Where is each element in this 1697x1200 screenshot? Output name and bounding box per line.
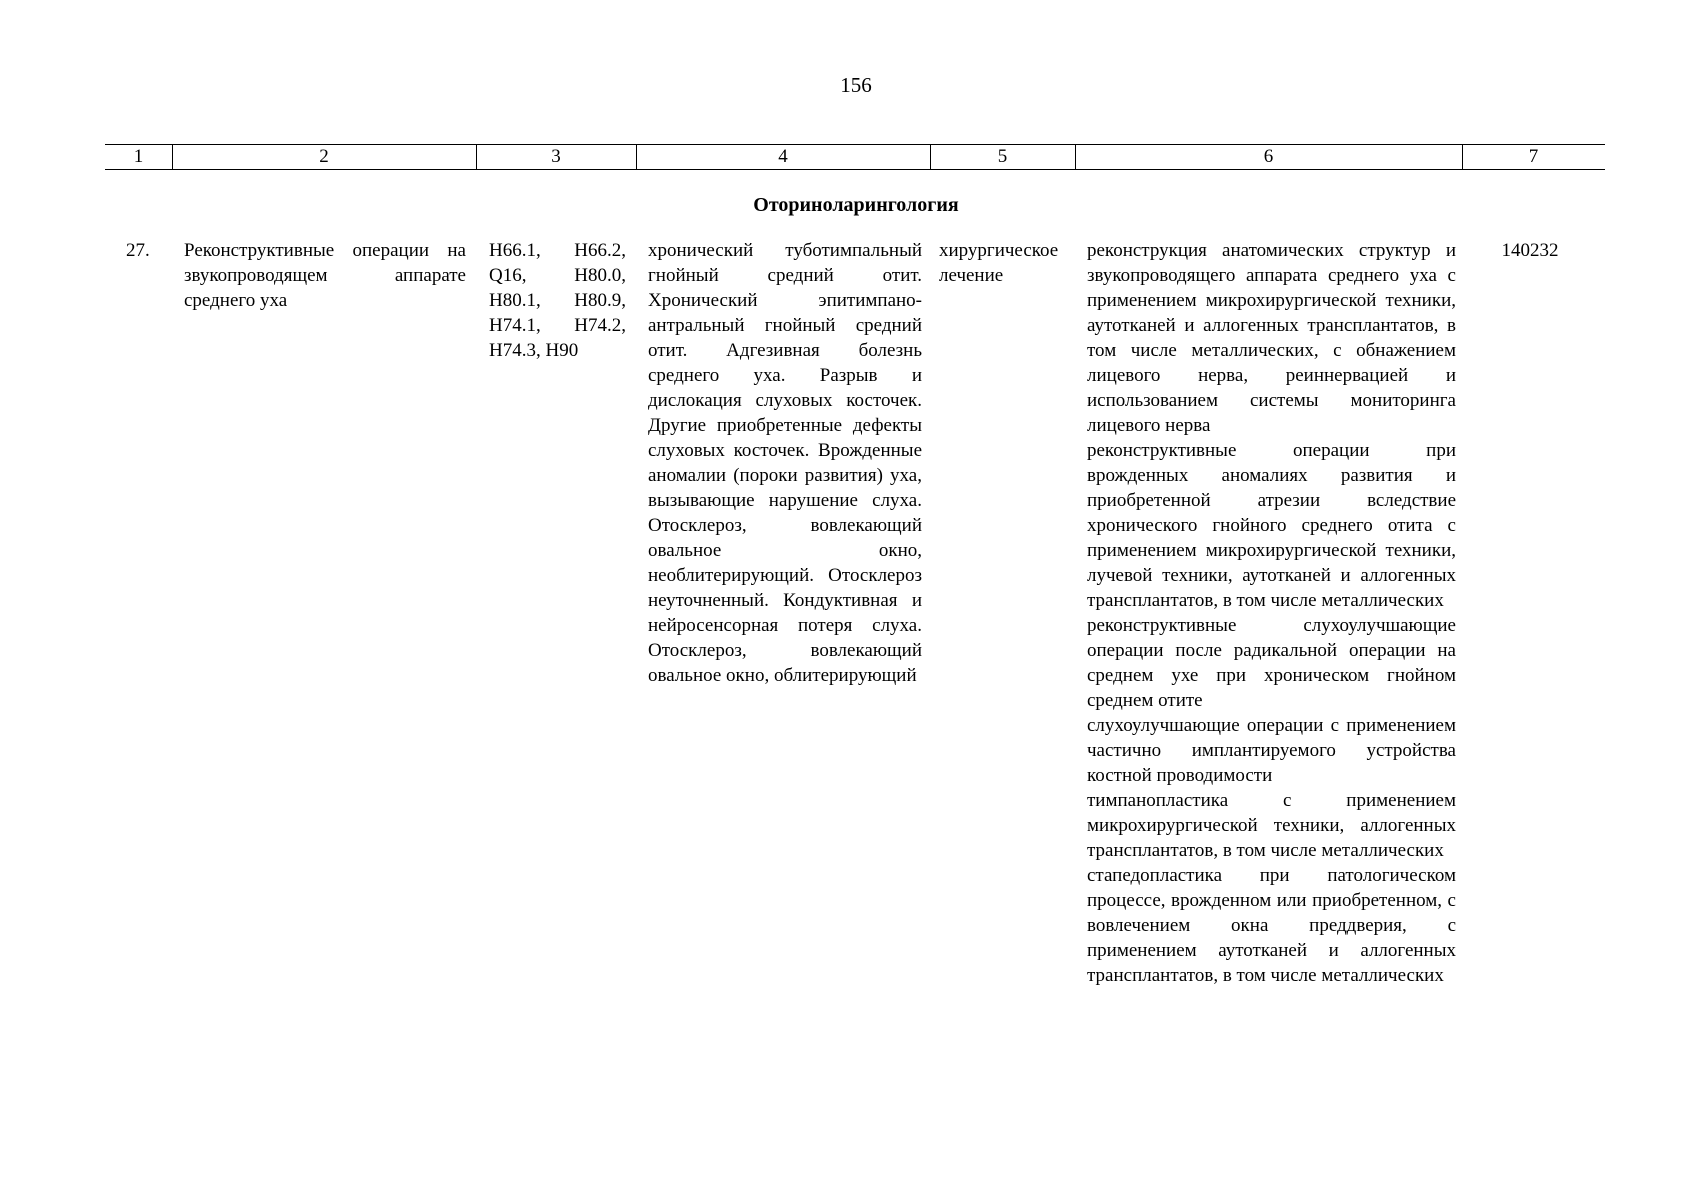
header-col-6: 6 [1263, 146, 1274, 167]
treatment-type: хирургическое лечение [939, 240, 1059, 286]
table-header-row [105, 144, 1605, 170]
page-number: 156 [840, 73, 872, 97]
header-col-4: 4 [778, 146, 788, 167]
method-item: реконструктивные операции при врожденных аномалиях развития и приобретенной атрезии вследствие хронического гнойного среднего отита с применением микрохирургической техники, лучевой техники, аутотканей и аллогенных трансплантатов, в том числе металлических [1087, 440, 1456, 611]
row-number: 27. [126, 240, 150, 261]
method-item: реконструкция анатомических структур и звукопроводящего аппарата среднего уха с применением микрохирургической техники, аутотканей и аллогенных трансплантатов, в том числе металлических, с обнажением лицевого нерва, реиннервацией и использованием системы мониторинга лицевого нерва [1087, 240, 1456, 436]
header-col-2: 2 [319, 146, 329, 167]
cost-value: 140232 [1501, 240, 1559, 261]
section-title: Оториноларингология [753, 194, 959, 216]
header-col-7: 7 [1528, 146, 1539, 167]
procedure-name: Реконструктивные операции на звукопроводящем аппарате среднего уха [184, 240, 466, 311]
treatment-methods [1087, 238, 1456, 988]
header-col-1: 1 [133, 146, 144, 167]
header-col-5: 5 [997, 146, 1008, 167]
header-col-3: 3 [551, 146, 561, 167]
method-item: тимпанопластика с применением микрохирургической техники, аллогенных трансплантатов, в том числе металлических [1087, 790, 1456, 861]
diagnosis-codes: H66.1, H66.2, Q16, H80.0, H80.1, H80.9, H74.1, H74.2, H74.3, H90 [489, 240, 626, 361]
method-item: реконструктивные слухоулучшающие операции после радикальной операции на среднем ухе при хроническом гнойном среднем отите [1087, 615, 1456, 711]
method-item: стапедопластика при патологическом процессе, врожденном или приобретенном, с вовлечением окна преддверия, с применением аутотканей и аллогенных трансплантатов, в том числе металлических [1087, 865, 1456, 986]
method-item: слухоулучшающие операции с применением частично имплантируемого устройства костной проводимости [1087, 715, 1456, 786]
diagnosis-description: хронический туботимпальный гнойный средний отит. Хронический эпитимпано-антральный гнойный средний отит. Адгезивная болезнь среднего уха. Разрыв и дислокация слуховых косточек. Другие приобретенные дефекты слуховых косточек. Врожденные аномалии (пороки развития) уха, вызывающие нарушение слуха. Отосклероз, вовлекающий овальное окно, необлитерирующий. Отосклероз неуточненный. Кондуктивная и нейросенсорная потеря слуха. Отосклероз, вовлекающий овальное окно, облитерирующий [648, 240, 922, 686]
